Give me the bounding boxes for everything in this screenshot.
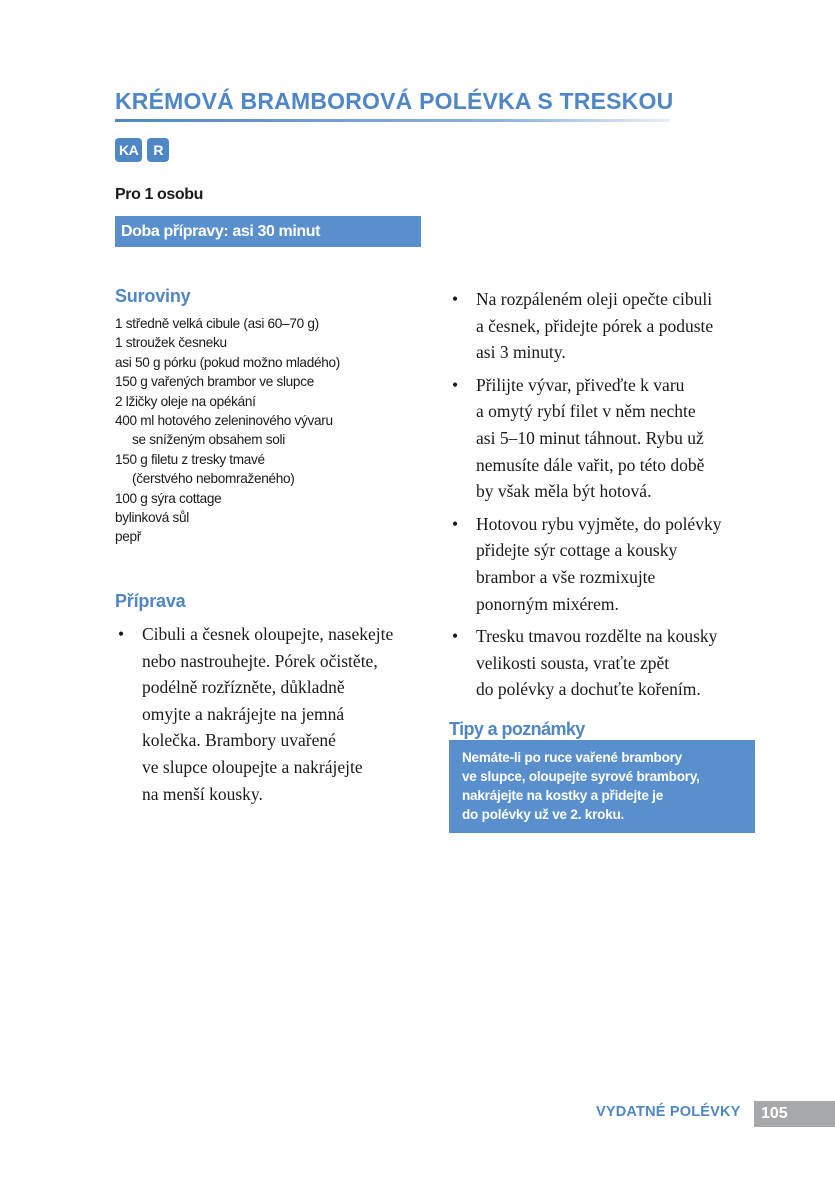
step-item — [449, 511, 769, 617]
bullet-icon: • — [118, 624, 125, 644]
diet-badges — [115, 138, 169, 162]
footer-section-title: VYDATNÉ POLÉVKY — [596, 1104, 741, 1120]
ingredient-item: bylinková sůl — [115, 510, 189, 526]
step-text: Cibuli a česnek oloupejte, nasekejte nebo nastrouhejte. Pórek očistěte, podélně rozřízněte, důkladně omyjte a nakrájejte na jemná kolečka. Brambory uvařené ve slupce oloupejte a nakrájejte na menší kousky. — [142, 624, 394, 804]
ingredient-item: 150 g vařených brambor ve slupce — [115, 374, 314, 390]
prep-time-bar: Doba přípravy: asi 30 minut — [115, 216, 421, 247]
step-text: Tresku tmavou rozdělte na kousky velikosti sousta, vraťte zpět do polévky a dochuťte kořením. — [476, 626, 718, 700]
step-text: Na rozpáleném oleji opečte cibuli a česnek, přidejte pórek a poduste asi 3 minuty. — [476, 289, 714, 363]
ingredient-item: 2 lžičky oleje na opékání — [115, 393, 256, 409]
tips-box: Nemáte-li po ruce vařené brambory ve slupce, oloupejte syrové brambory, nakrájejte na kostky a přidejte je do polévky už ve 2. kroku. — [449, 740, 755, 833]
step-item — [449, 372, 769, 505]
bullet-icon: • — [452, 626, 459, 647]
badge-r: R — [147, 138, 169, 162]
badge-ka: KA — [115, 138, 142, 162]
ingredients-list — [115, 314, 340, 547]
step-item — [449, 286, 769, 366]
ingredient-item: 1 středně velká cibule (asi 60–70 g) — [115, 316, 319, 331]
ingredient-item-continued: se sníženým obsahem soli — [132, 432, 285, 448]
servings-label: Pro 1 osobu — [115, 186, 204, 203]
preparation-heading: Příprava — [115, 591, 186, 611]
ingredient-item: 1 stroužek česneku — [115, 335, 227, 351]
step-item — [449, 623, 769, 703]
preparation-steps-right — [449, 286, 769, 709]
ingredient-item: pepř — [115, 529, 142, 545]
ingredient-item: asi 50 g pórku (pokud možno mladého) — [115, 354, 340, 370]
ingredient-item-continued: (čerstvého nebomraženého) — [132, 471, 295, 487]
preparation-steps-left — [115, 621, 435, 813]
bullet-icon: • — [452, 289, 459, 309]
step-text: Hotovou rybu vyjměte, do polévky přidejte sýr cottage a kousky brambor a vše rozmixujte ponorným mixérem. — [476, 513, 722, 614]
bullet-icon: • — [452, 513, 459, 534]
ingredients-heading: Suroviny — [115, 286, 191, 306]
page-number: 105 — [754, 1101, 835, 1127]
ingredient-item: 150 g filetu z tresky tmavé — [115, 451, 265, 467]
bullet-icon: • — [452, 374, 459, 395]
ingredient-item: 100 g sýra cottage — [115, 490, 222, 506]
step-item — [115, 621, 435, 807]
tips-heading: Tipy a poznámky — [449, 719, 585, 739]
ingredient-item: 400 ml hotového zeleninového vývaru — [115, 413, 333, 429]
title-underline — [115, 119, 670, 122]
recipe-title: KRÉMOVÁ BRAMBOROVÁ POLÉVKA S TRESKOU — [115, 88, 674, 114]
step-text: Přilijte vývar, přiveďte k varu a omytý rybí filet v něm nechte asi 5–10 minut táhnout. Rybu už nemusíte dále vařit, po této době by však měla být hotová. — [476, 374, 705, 502]
